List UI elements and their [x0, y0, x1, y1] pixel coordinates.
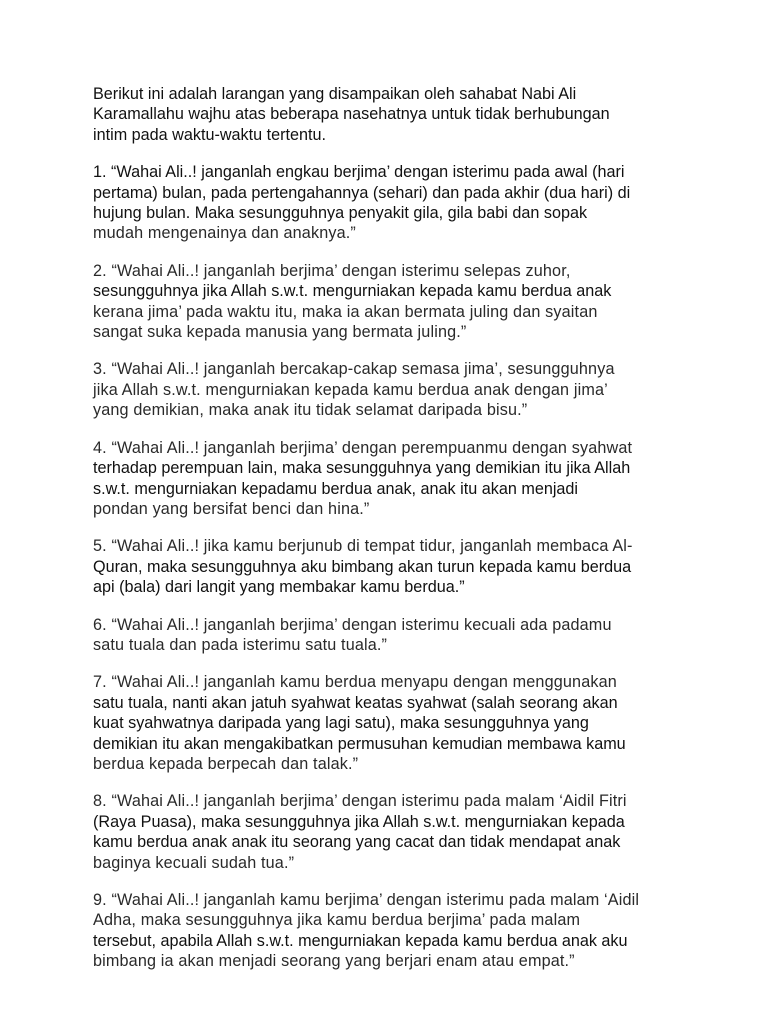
item-6-paragraph	[93, 615, 683, 656]
text-line: 9. “Wahai Ali..! janganlah kamu berjima’ dengan isterimu pada malam ‘Aidil	[93, 891, 640, 909]
item-8-paragraph	[93, 791, 683, 873]
text-line: terhadap perempuan lain, maka sesungguhnya yang demikian itu jika Allah	[93, 459, 631, 478]
text-line: satu tuala, nanti akan jatuh syahwat keatas syahwat (salah seorang akan	[93, 693, 618, 712]
text-line: satu tuala dan pada isterimu satu tuala.”	[93, 635, 388, 654]
text-line: 1. “Wahai Ali..! janganlah engkau berjima’ dengan isterimu pada awal (hari	[93, 163, 625, 182]
item-1-paragraph	[93, 162, 683, 244]
text-line: Adha, maka sesungguhnya jika kamu berdua berjima’ pada malam	[93, 911, 581, 930]
text-line: 4. “Wahai Ali..! janganlah berjima’ dengan perempuanmu dengan syahwat	[93, 438, 633, 457]
text-line: (Raya Puasa), maka sesungguhnya jika Allah s.w.t. mengurniakan kepada	[93, 812, 625, 831]
text-line: tersebut, apabila Allah s.w.t. mengurniakan kepada kamu berdua anak aku	[93, 931, 628, 950]
text-line: jika Allah s.w.t. mengurniakan kepada kamu berdua anak dengan jima’	[93, 380, 608, 399]
item-2-paragraph	[93, 261, 683, 343]
item-9-paragraph	[93, 890, 683, 972]
text-line: kerana jima’ pada waktu itu, maka ia akan bermata juling dan syaitan	[93, 302, 598, 321]
text-line: intim pada waktu-waktu tertentu.	[93, 125, 327, 144]
text-line: Quran, maka sesungguhnya aku bimbang akan turun kepada kamu berdua	[93, 557, 632, 576]
text-line: demikian itu akan mengakibatkan permusuhan kemudian membawa kamu	[93, 734, 626, 753]
text-line: sesungguhnya jika Allah s.w.t. mengurniakan kepada kamu berdua anak	[93, 282, 612, 301]
item-4-paragraph	[93, 438, 683, 520]
text-line: Berikut ini adalah larangan yang disampaikan oleh sahabat Nabi Ali	[93, 85, 577, 103]
text-line: pondan yang bersifat benci dan hina.”	[93, 499, 370, 518]
text-line: kuat syahwatnya daripada yang lagi satu), maka sesungguhnya yang	[93, 714, 589, 733]
text-line: berdua kepada berpecah dan talak.”	[93, 754, 359, 773]
text-line: hujung bulan. Maka sesungguhnya penyakit gila, gila babi dan sopak	[93, 204, 588, 223]
text-line: api (bala) dari langit yang membakar kamu berdua.”	[93, 578, 465, 597]
text-line: baginya kecuali sudah tua.”	[93, 853, 295, 872]
text-line: sangat suka kepada manusia yang bermata juling.”	[93, 323, 467, 342]
text-line: 2. “Wahai Ali..! janganlah berjima’ dengan isterimu selepas zuhor,	[93, 261, 571, 280]
text-line: 3. “Wahai Ali..! janganlah bercakap-cakap semasa jima’, sesungguhnya	[93, 360, 615, 379]
text-line: 5. “Wahai Ali..! jika kamu berjunub di tempat tidur, janganlah membaca Al-	[93, 537, 633, 556]
item-5-paragraph	[93, 536, 683, 597]
text-line: mudah mengenainya dan anaknya.”	[93, 224, 356, 243]
text-line: 8. “Wahai Ali..! janganlah berjima’ dengan isterimu pada malam ‘Aidil Fitri	[93, 792, 627, 811]
item-7-paragraph	[93, 672, 683, 774]
text-line: 6. “Wahai Ali..! janganlah berjima’ dengan isterimu kecuali ada padamu	[93, 615, 612, 634]
text-line: yang demikian, maka anak itu tidak selamat daripada bisu.”	[93, 401, 528, 420]
text-line: pertama) bulan, pada pertengahannya (sehari) dan pada akhir (dua hari) di	[93, 183, 631, 202]
text-line: kamu berdua anak anak itu seorang yang cacat dan tidak mendapat anak	[93, 833, 621, 852]
text-line: 7. “Wahai Ali..! janganlah kamu berdua menyapu dengan menggunakan	[93, 673, 617, 692]
text-line: bimbang ia akan menjadi seorang yang berjari enam atau empat.”	[93, 952, 575, 971]
document-page	[93, 84, 683, 989]
intro-paragraph	[93, 84, 683, 145]
item-3-paragraph	[93, 359, 683, 420]
text-line: Karamallahu wajhu atas beberapa nasehatnya untuk tidak berhubungan	[93, 105, 610, 124]
text-line: s.w.t. mengurniakan kepadamu berdua anak, anak itu akan menjadi	[93, 479, 579, 498]
